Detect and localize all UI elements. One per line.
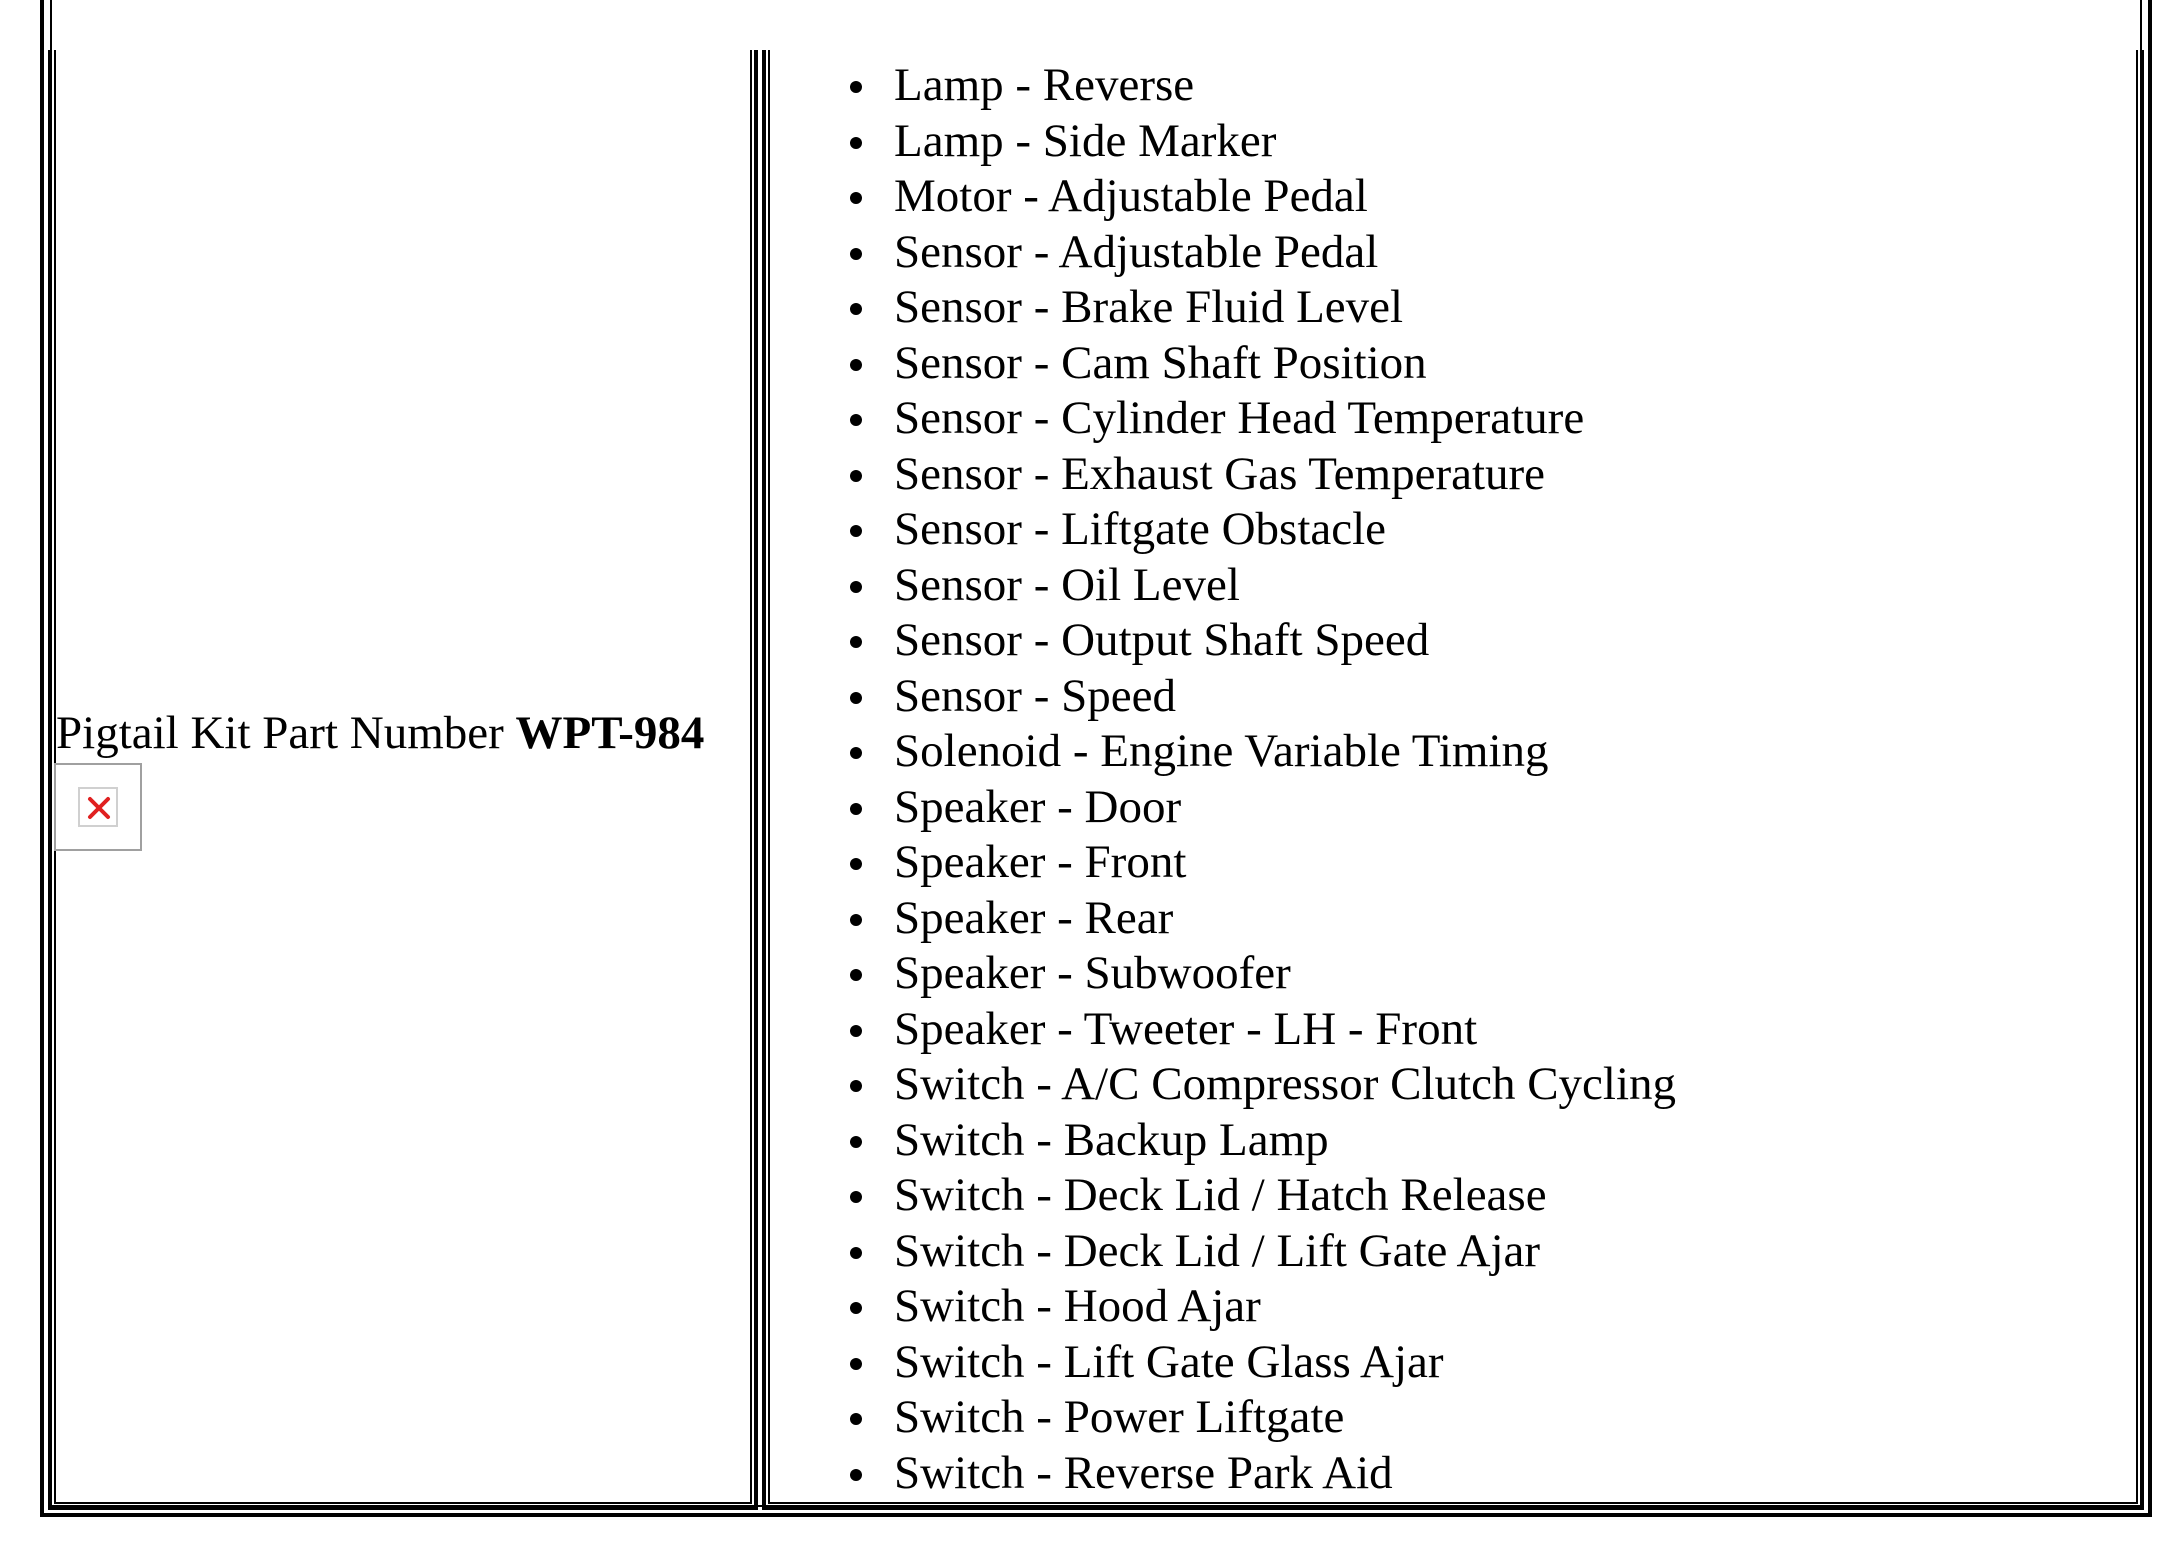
- bullet-icon: [850, 1413, 862, 1425]
- list-item: [850, 336, 1676, 392]
- list-item: [850, 502, 1676, 558]
- list-item-label: Speaker - Door: [894, 780, 1182, 833]
- list-item: [850, 558, 1676, 614]
- bullet-icon: [850, 359, 862, 371]
- bullet-icon: [850, 692, 862, 704]
- bullet-icon: [850, 137, 862, 149]
- list-item: [850, 447, 1676, 503]
- kit-cell: [48, 50, 758, 1510]
- component-list: [850, 58, 1676, 1501]
- bullet-icon: [850, 525, 862, 537]
- list-item-label: Switch - Deck Lid / Lift Gate Ajar: [894, 1224, 1541, 1277]
- list-item: [850, 280, 1676, 336]
- kit-part-label: [56, 705, 704, 761]
- list-item: [850, 1335, 1676, 1391]
- bullet-icon: [850, 1191, 862, 1203]
- bullet-icon: [850, 248, 862, 260]
- list-item: [850, 225, 1676, 281]
- list-item: [850, 669, 1676, 725]
- bullet-icon: [850, 803, 862, 815]
- bullet-icon: [850, 1358, 862, 1370]
- list-item: [850, 613, 1676, 669]
- list-item: [850, 391, 1676, 447]
- list-item-label: Speaker - Front: [894, 836, 1187, 888]
- list-item-label: Lamp - Reverse: [894, 59, 1195, 111]
- list-item-label: Speaker - Rear: [894, 891, 1174, 944]
- list-item: [850, 58, 1676, 114]
- list-item-label: Sensor - Output Shaft Speed: [894, 614, 1430, 666]
- list-item: [850, 946, 1676, 1002]
- list-item-label: Sensor - Cylinder Head Temperature: [894, 392, 1585, 444]
- list-item: [850, 114, 1676, 170]
- list-item-label: Sensor - Speed: [894, 669, 1176, 722]
- list-item-label: Switch - Lift Gate Glass Ajar: [894, 1335, 1444, 1388]
- list-item: [850, 835, 1676, 891]
- list-item-label: Sensor - Liftgate Obstacle: [894, 503, 1387, 555]
- bullet-icon: [850, 969, 862, 981]
- list-item-label: Switch - Power Liftgate: [894, 1391, 1345, 1443]
- broken-image-icon: [54, 763, 142, 851]
- list-item-label: Switch - Reverse Park Aid: [894, 1446, 1393, 1499]
- list-item: [850, 780, 1676, 836]
- bullet-icon: [850, 470, 862, 482]
- red-x-icon: [87, 796, 111, 820]
- list-item-label: Switch - Deck Lid / Hatch Release: [894, 1169, 1547, 1221]
- bullet-icon: [850, 1247, 862, 1259]
- list-item-label: Speaker - Subwoofer: [894, 947, 1291, 999]
- list-item-label: Lamp - Side Marker: [894, 114, 1277, 167]
- list-item: [850, 169, 1676, 225]
- list-item-label: Switch - Backup Lamp: [894, 1113, 1329, 1166]
- list-item-label: Switch - A/C Compressor Clutch Cycling: [894, 1058, 1677, 1110]
- bullet-icon: [850, 81, 862, 93]
- list-item-label: Motor - Adjustable Pedal: [894, 170, 1368, 222]
- list-item-label: Sensor - Oil Level: [894, 558, 1240, 611]
- list-item: [850, 1224, 1676, 1280]
- bullet-icon: [850, 192, 862, 204]
- list-item: [850, 1168, 1676, 1224]
- list-item-label: Sensor - Cam Shaft Position: [894, 336, 1427, 389]
- kit-label-prefix: Pigtail Kit Part Number: [56, 707, 516, 759]
- bullet-icon: [850, 747, 862, 759]
- list-item: [850, 1113, 1676, 1169]
- kit-part-number: WPT-984: [515, 707, 705, 759]
- list-item-label: Sensor - Adjustable Pedal: [894, 225, 1379, 278]
- list-item: [850, 1279, 1676, 1335]
- list-item-label: Solenoid - Engine Variable Timing: [894, 725, 1549, 777]
- bullet-icon: [850, 1136, 862, 1148]
- list-item: [850, 1390, 1676, 1446]
- list-item: [850, 724, 1676, 780]
- bullet-icon: [850, 1025, 862, 1037]
- broken-image-frame: [78, 787, 118, 827]
- list-item-label: Sensor - Exhaust Gas Temperature: [894, 447, 1546, 500]
- list-item: [850, 1446, 1676, 1502]
- bullet-icon: [850, 636, 862, 648]
- bullet-icon: [850, 858, 862, 870]
- list-item: [850, 1057, 1676, 1113]
- list-item: [850, 1002, 1676, 1058]
- bullet-icon: [850, 1469, 862, 1481]
- list-item-label: Speaker - Tweeter - LH - Front: [894, 1002, 1478, 1055]
- bullet-icon: [850, 1302, 862, 1314]
- list-item-label: Sensor - Brake Fluid Level: [894, 281, 1404, 333]
- bullet-icon: [850, 581, 862, 593]
- bullet-icon: [850, 414, 862, 426]
- list-item: [850, 891, 1676, 947]
- bullet-icon: [850, 914, 862, 926]
- bullet-icon: [850, 1080, 862, 1092]
- list-item-label: Switch - Hood Ajar: [894, 1280, 1261, 1332]
- bullet-icon: [850, 303, 862, 315]
